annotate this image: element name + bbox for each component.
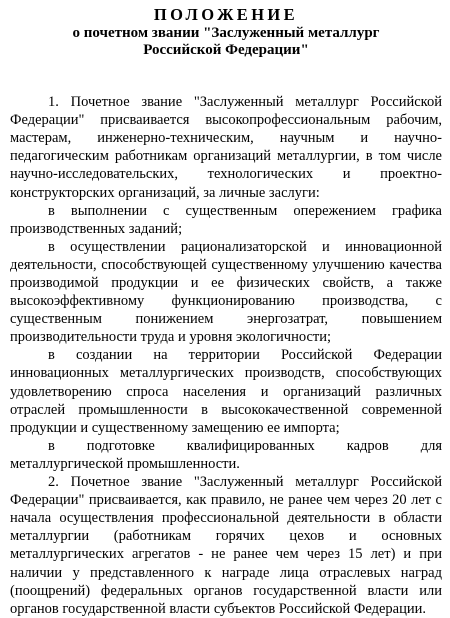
paragraph-list-item-3: в создании на территории Российской Федерации инновационных металлургических производств, способствующих удовлетворению спроса населения и организаций различных отраслей промышленности в высококачественной современной продукции и существенному замещению ее импорта; xyxy=(10,347,442,436)
paragraph-list-item-4: в подготовке квалифицированных кадров для металлургической промышленности. xyxy=(10,437,442,472)
paragraph-2: 2. Почетное звание "Заслуженный металлург Российской Федерации" присваивается, как правило, не ранее чем через 20 лет с начала осуществления профессиональной деятельности в области металлургии (работникам горячих цехов и основных металлургических агрегатов - не ранее чем через 15 лет) и при наличии у представленного к награде лица отраслевых наград (поощрений) федеральных органов государственной власти или органов государственной власти субъектов Российской Федерации. xyxy=(10,474,442,617)
document-body xyxy=(10,93,442,618)
document-subtitle-line-2: Российской Федерации" xyxy=(143,42,309,59)
paragraph-1: 1. Почетное звание "Заслуженный металлург Российской Федерации" присваивается высокопрофессиональным рабочим, мастерам, инженерно-техническим, научным и научно-педагогическим работникам организаций металлургии, в том числе научно-исследовательских, технологических и проектно-конструкторских организаций, за личные заслуги: xyxy=(10,94,442,201)
paragraph-list-item-1: в выполнении с существенным опережением графика производственных заданий; xyxy=(10,202,442,237)
document-header xyxy=(10,6,442,59)
paragraph-list-item-2: в осуществлении рационализаторской и инновационной деятельности, способствующей существенному улучшению качества производимой продукции и ее физических свойств, а также высокоэффективному функционированию производства, с существенным понижением энергозатрат, повышением производительности труда и уровня экологичности; xyxy=(10,238,442,346)
document-subtitle-line-1: о почетном звании "Заслуженный металлург xyxy=(72,25,380,42)
document-title: ПОЛОЖЕНИЕ xyxy=(153,5,299,24)
